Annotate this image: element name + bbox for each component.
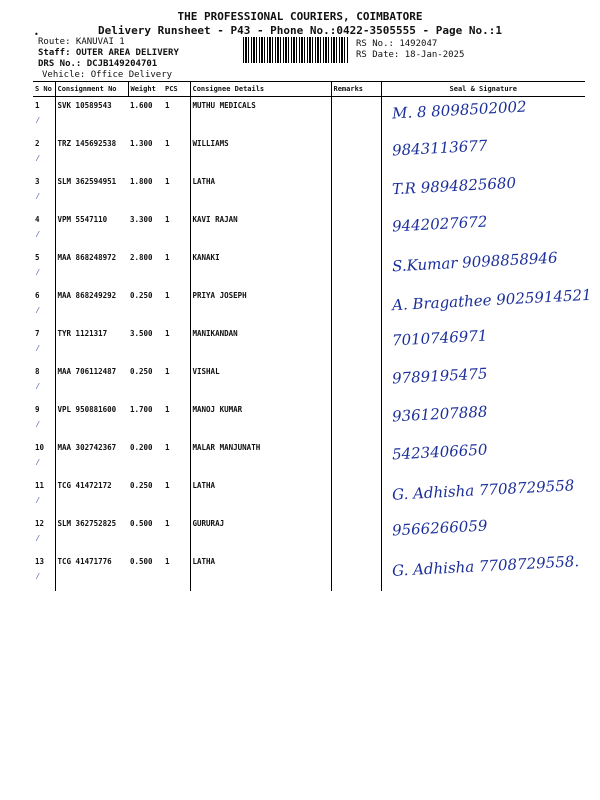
row-pcs: 1 (165, 329, 170, 338)
row-sno-value: 5 (35, 253, 40, 262)
col-pcs: PCS (163, 82, 190, 97)
col-consignee: Consignee Details (190, 82, 331, 97)
row-sno (33, 287, 55, 325)
row-weight: 3.300 (130, 215, 153, 224)
pen-tick-mark: ⁄ (35, 268, 41, 278)
row-pcs: 1 (165, 519, 170, 528)
table-row (33, 477, 585, 515)
row-consignment-no: SVK 10589543 (55, 97, 128, 136)
row-signature (381, 439, 585, 477)
row-weight: 3.500 (130, 329, 153, 338)
handwritten-signature: G. Adhisha 7708729558. (391, 552, 579, 580)
row-weight: 1.300 (130, 139, 153, 148)
row-consignee: KAVI RAJAN (190, 211, 331, 249)
row-remarks (331, 401, 381, 439)
row-consignment-no: MAA 302742367 (55, 439, 128, 477)
handwritten-signature: 9843113677 (391, 136, 488, 160)
row-sno-value: 7 (35, 329, 40, 338)
row-consignee: GURURAJ (190, 515, 331, 553)
row-weight: 0.250 (130, 291, 153, 300)
pen-tick-mark: ⁄ (35, 572, 41, 582)
row-pcs: 1 (165, 215, 170, 224)
table-header-row (33, 82, 585, 97)
row-remarks (331, 325, 381, 363)
row-consignee: MUTHU MEDICALS (190, 97, 331, 136)
row-sno (33, 173, 55, 211)
row-consignee: LATHA (190, 173, 331, 211)
row-signature (381, 401, 585, 439)
row-pcs: 1 (165, 101, 170, 110)
col-consignment: Consignment No (55, 82, 128, 97)
handwritten-signature: 9442027672 (391, 212, 488, 236)
row-sno-value: 3 (35, 177, 40, 186)
row-sno-value: 11 (35, 481, 45, 490)
row-weight: 0.500 (130, 557, 153, 566)
table-row (33, 135, 585, 173)
pen-tick-mark: ⁄ (35, 306, 41, 316)
row-signature (381, 477, 585, 515)
row-sno-value: 9 (35, 405, 40, 414)
handwritten-signature: 7010746971 (391, 326, 488, 350)
row-consignment-no: SLM 362594951 (55, 173, 128, 211)
row-remarks (331, 553, 381, 591)
drs-number: DRS No.: DCJB149204701 (38, 59, 158, 69)
row-signature (381, 173, 585, 211)
row-consignment-no: MAA 868249292 (55, 287, 128, 325)
row-sno (33, 135, 55, 173)
row-consignment-no: TCG 41472172 (55, 477, 128, 515)
row-sno-value: 2 (35, 139, 40, 148)
row-signature (381, 285, 592, 325)
row-sno-value: 4 (35, 215, 40, 224)
row-signature (381, 249, 585, 287)
handwritten-signature: T.R 9894825680 (391, 173, 516, 199)
col-remarks: Remarks (331, 82, 381, 97)
rs-date: RS Date: 18-Jan-2025 (356, 50, 465, 60)
row-remarks (331, 515, 381, 553)
table-row (33, 515, 585, 553)
handwritten-signature: M. 8 8098502002 (391, 97, 527, 123)
row-weight: 1.600 (130, 101, 153, 110)
pen-tick-mark: ⁄ (35, 192, 41, 202)
row-signature (381, 325, 585, 363)
row-remarks (331, 477, 381, 515)
table-row (33, 325, 585, 363)
row-remarks (331, 363, 381, 401)
row-pcs: 1 (165, 405, 170, 414)
row-consignment-no: MAA 868248972 (55, 249, 128, 287)
row-consignment-no: TYR 1121317 (55, 325, 128, 363)
row-pcs: 1 (165, 253, 170, 262)
row-consignee: MANIKANDAN (190, 325, 331, 363)
row-consignment-no: TCG 41471776 (55, 553, 128, 591)
row-consignee: LATHA (190, 477, 331, 515)
row-pcs: 1 (165, 177, 170, 186)
row-remarks (331, 97, 381, 136)
corner-mark: • (34, 30, 39, 39)
row-consignee: KANAKI (190, 249, 331, 287)
row-consignee: MALAR MANJUNATH (190, 439, 331, 477)
row-sno-value: 6 (35, 291, 40, 300)
handwritten-signature: G. Adhisha 7708729558 (391, 476, 575, 504)
row-remarks (331, 287, 381, 325)
row-signature (381, 97, 585, 136)
col-weight: Weight (128, 82, 163, 97)
row-sno (33, 439, 55, 477)
row-sno (33, 363, 55, 401)
table-row (33, 363, 585, 401)
table-row (33, 401, 585, 439)
row-sno-value: 10 (35, 443, 45, 452)
pen-tick-mark: ⁄ (35, 116, 41, 126)
row-sno (33, 325, 55, 363)
row-sno (33, 553, 55, 591)
row-pcs: 1 (165, 557, 170, 566)
row-sno (33, 515, 55, 553)
pen-tick-mark: ⁄ (35, 230, 41, 240)
company-name: THE PROFESSIONAL COURIERS, COIMBATORE (177, 10, 423, 23)
pen-tick-mark: ⁄ (35, 344, 41, 354)
row-consignee: MANOJ KUMAR (190, 401, 331, 439)
row-pcs: 1 (165, 443, 170, 452)
handwritten-signature: 9566266059 (391, 516, 488, 540)
route-label: Route: KANUVAI 1 (38, 37, 125, 47)
handwritten-signature: 9361207888 (391, 402, 488, 426)
row-sno (33, 249, 55, 287)
row-pcs: 1 (165, 481, 170, 490)
row-weight: 0.250 (130, 367, 153, 376)
row-weight: 0.200 (130, 443, 153, 452)
row-sno-value: 8 (35, 367, 40, 376)
row-consignment-no: SLM 362752825 (55, 515, 128, 553)
runsheet-table (33, 81, 592, 591)
row-signature (381, 135, 585, 173)
row-signature (381, 363, 585, 401)
row-pcs: 1 (165, 291, 170, 300)
row-weight: 1.700 (130, 405, 153, 414)
row-consignee: PRIYA JOSEPH (190, 287, 331, 325)
rs-number: RS No.: 1492047 (356, 39, 438, 49)
row-weight: 0.250 (130, 481, 153, 490)
row-weight: 2.800 (130, 253, 153, 262)
handwritten-signature: 5423406650 (391, 440, 488, 464)
row-signature (381, 515, 585, 553)
row-sno-value: 12 (35, 519, 45, 528)
col-seal-signature: Seal & Signature (381, 82, 585, 97)
pen-tick-mark: ⁄ (35, 420, 41, 430)
row-pcs: 1 (165, 139, 170, 148)
row-remarks (331, 135, 381, 173)
row-remarks (331, 249, 381, 287)
row-sno (33, 401, 55, 439)
row-sno-value: 1 (35, 101, 40, 110)
vehicle-label: Vehicle: Office Delivery (42, 70, 173, 80)
row-weight: 1.800 (130, 177, 153, 186)
row-consignment-no: MAA 706112487 (55, 363, 128, 401)
row-consignee: LATHA (190, 553, 331, 591)
row-sno (33, 211, 55, 249)
row-pcs: 1 (165, 367, 170, 376)
col-sno: S No (33, 82, 55, 97)
staff-label: Staff: OUTER AREA DELIVERY (38, 48, 179, 58)
pen-tick-mark: ⁄ (35, 534, 41, 544)
row-remarks (331, 173, 381, 211)
row-consignment-no: VPM 5547110 (55, 211, 128, 249)
runsheet-title: Delivery Runsheet - P43 - Phone No.:0422-3505555 - Page No.:1 (98, 24, 502, 37)
row-signature (381, 211, 585, 249)
table-row (33, 553, 585, 591)
pen-tick-mark: ⁄ (35, 496, 41, 506)
row-signature (381, 553, 585, 591)
row-consignee: VISHAL (190, 363, 331, 401)
row-weight: 0.500 (130, 519, 153, 528)
table-row (33, 287, 585, 325)
row-consignee: WILLIAMS (190, 135, 331, 173)
row-consignment-no: TRZ 145692538 (55, 135, 128, 173)
table-row (33, 211, 585, 249)
handwritten-signature: A. Bragathee 9025914521 (391, 285, 592, 315)
row-sno (33, 97, 55, 136)
row-sno (33, 477, 55, 515)
table-row (33, 439, 585, 477)
pen-tick-mark: ⁄ (35, 382, 41, 392)
row-remarks (331, 439, 381, 477)
pen-tick-mark: ⁄ (35, 154, 41, 164)
table-row (33, 97, 585, 136)
row-consignment-no: VPL 950881600 (55, 401, 128, 439)
barcode-image (243, 37, 348, 63)
row-sno-value: 13 (35, 557, 45, 566)
pen-tick-mark: ⁄ (35, 458, 41, 468)
table-row (33, 173, 585, 211)
table-row (33, 249, 585, 287)
handwritten-signature: 9789195475 (391, 364, 488, 388)
handwritten-signature: S.Kumar 9098858946 (391, 248, 558, 276)
row-remarks (331, 211, 381, 249)
